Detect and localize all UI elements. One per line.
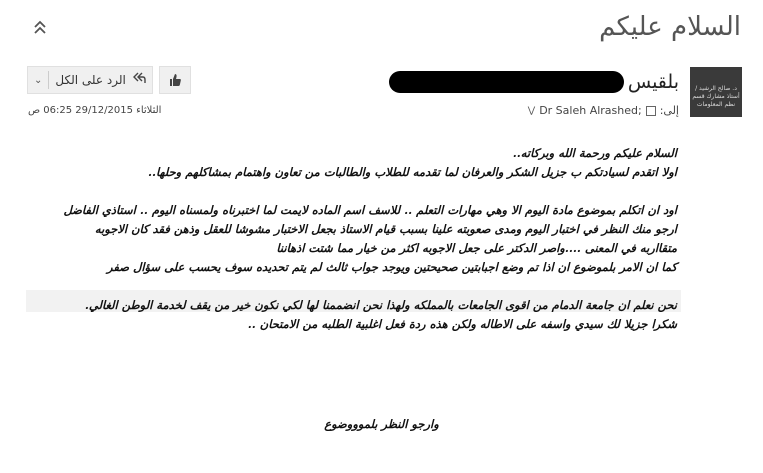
to-label: إلى:: [659, 104, 679, 117]
chevron-down-icon[interactable]: ⌄: [34, 74, 43, 86]
collapse-button[interactable]: [33, 20, 51, 44]
like-button[interactable]: [159, 66, 191, 94]
sender[interactable]: [389, 71, 679, 93]
sender-name: بلقيس: [627, 71, 679, 93]
reply-all-icon: [132, 72, 146, 88]
avatar-text: د. صالح الرشيد / أستاذ مشارك قسم نظم المعلومات: [692, 85, 740, 108]
closing-line: وارجو النظر بلموووضوع: [324, 417, 439, 431]
body-line: اود ان اتكلم بموضوع مادة اليوم الا وهي مهارات التعلم .. للاسف اسم الماده لايمت لما اختبرناه ولمسناه اليوم .. استاذي الفاضل: [63, 203, 677, 217]
body-line: نحن نعلم ان جامعة الدمام من اقوى الجامعات بالمملكه ولهذا نحن انضممنا لها لكي نكون خير من يقف لخدمة الوطن الغالي.: [84, 298, 677, 312]
recipient-expand-icon[interactable]: ⋁: [527, 105, 536, 116]
body-line: كما ان الامر بلموضوع ان اذا تم وضع اجبابتين صحيحتين ويوجد جواب ثالث لم يتم تحديده سوف يحسب على سؤال صفر: [107, 260, 677, 274]
redaction-mark: [389, 71, 624, 93]
message-body: [26, 144, 677, 334]
body-line: متقااربه في المعنى ....واصر الدكتر على جعل الاجوبه اكثر من خيار مما شتت اذهاننا: [276, 241, 677, 255]
double-chevron-up-icon: [33, 20, 47, 36]
avatar: [690, 67, 742, 117]
message-toolbar: [27, 66, 191, 94]
thumbs-up-icon: [167, 72, 183, 88]
recipient-presence-icon: [646, 106, 656, 116]
recipients-line: [528, 104, 679, 117]
body-line: شكرا جزيلا لك سيدي واسفه على الاطاله ولكن هذه ردة فعل اغلبية الطلبه من الامتحان ..: [247, 317, 677, 331]
reply-all-button[interactable]: [27, 66, 153, 94]
body-line: اولا اتقدم لسيادتكم ب جزيل الشكر والعرفان لما تقدمه للطلاب والطالبات من تعاون واهتمام بمشاكلهم وحلها..: [147, 165, 677, 179]
message-date: الثلاثاء 29/12/2015 06:25 ص: [28, 105, 162, 116]
reply-all-label: الرد على الكل: [55, 73, 126, 87]
body-line: ارجو منك النظر في اختبار اليوم ومدى صعوبته علينا بسبب قيام الاستاذ بجعل الاختبار مشوشا للعقل وذهن فقد كان الاجوبه: [94, 222, 677, 236]
divider: [48, 71, 49, 89]
recipient-name[interactable]: Dr Saleh Alrashed;: [539, 104, 642, 117]
message-subject: السلام عليكم: [599, 12, 741, 42]
body-line: السلام عليكم ورحمة الله وبركاته..: [512, 146, 677, 160]
